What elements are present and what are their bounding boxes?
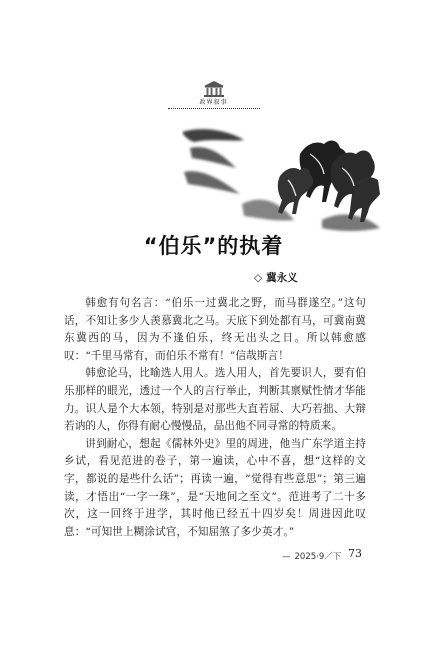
issue-label: 2025·9／下 — [294, 552, 342, 562]
author-name: 冀永义 — [266, 272, 298, 284]
author-byline — [254, 270, 298, 285]
column-emblem-icon — [203, 80, 225, 98]
article-paragraph-3: 讲到耐心，想起《儒林外史》里的周进，他当广东学道主持乡试，看见范进的卷子，第一遍读，心中不喜，想“这样的文字，都说的是些什么话”；再读一遍，“觉得有些意思”；第三遍读，才悟出“一字一珠”，是“天地间之至文”。范进考了二十多次，这一回终于进学，其时他已经五十四岁矣！周进因此叹息：“可知世上糊涂试官，不知屈煞了多少英才。” — [64, 437, 366, 538]
page-number: 73 — [348, 547, 362, 560]
diamond-bullet-icon: ◇ — [254, 272, 263, 284]
section-divider — [168, 108, 260, 109]
issue-footer — [282, 550, 341, 562]
ink-horses-illustration — [182, 124, 382, 236]
footer-dash: — — [282, 552, 291, 562]
article-title: “伯乐”的执着 — [143, 234, 284, 258]
section-label: 政界叙事 — [199, 99, 228, 106]
article-paragraph-2: 韩愈论马，比喻选人用人。选人用人，首先要识人，要有伯乐那样的眼光，透过一个人的言行举止，判断其禀赋性情才华能力。识人是个大本领，特别是对那些大直若屈、大巧若拙、大辩若讷的人，你得有耐心慢慢品，品出他不同寻常的特质来。 — [64, 367, 366, 433]
article-body — [64, 295, 366, 541]
article-paragraph-1: 韩愈有句名言：“伯乐一过冀北之野，而马群遂空。”这句话，不知让多少人羡慕冀北之马。天底下到处都有马，可冀南冀东冀西的马，因为不逢伯乐，终无出头之日。所以韩愈感叹：“千里马常有，而伯乐不常有！”信哉斯言！ — [64, 297, 366, 362]
